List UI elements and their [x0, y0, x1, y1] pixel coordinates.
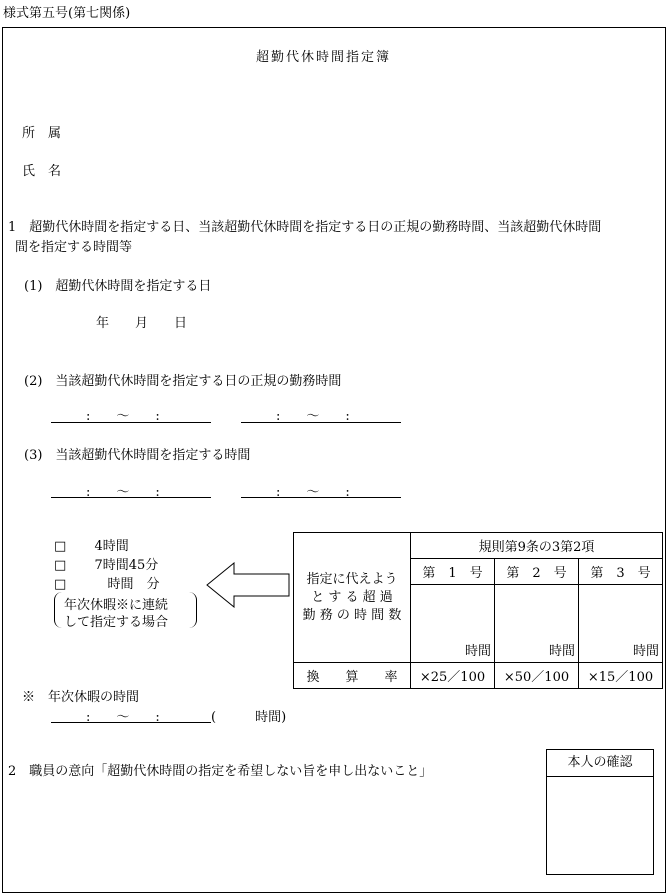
name-label: 氏 名: [22, 164, 62, 179]
bracket-note-line1: 年次休暇※に連続: [64, 598, 169, 613]
rate-3: ×15／100: [579, 663, 663, 689]
form-number: 様式第五号(第七関係): [3, 6, 131, 21]
confirmation-box[interactable]: [546, 749, 654, 875]
page-title: 超勤代休時間指定簿: [256, 50, 392, 65]
section2-text: 2 職員の意向「超勤代休時間の指定を希望しない旨を申し出ないこと」: [8, 764, 433, 779]
checkbox-label: 時間 分: [94, 577, 160, 592]
checkbox-icon[interactable]: □: [54, 558, 67, 573]
checkbox-label: 7時間45分: [94, 558, 159, 573]
work-time-start-range: : ～ :: [86, 409, 160, 424]
item2-label: (2) 当該超勤代休時間を指定する日の正規の勤務時間: [24, 374, 342, 389]
designated-time-end-range: : ～ :: [276, 485, 350, 500]
work-time-start-line: [51, 422, 211, 423]
confirmation-label: 本人の確認: [547, 750, 653, 777]
hours-cell-2[interactable]: [495, 585, 579, 663]
annual-leave-range: : ～ :: [86, 710, 160, 725]
designated-time-start-line: [51, 497, 211, 498]
section1-line1: 1 超勤代休時間を指定する日、当該超勤代休時間を指定する日の正規の勤務時間、当該超勤代休時間: [8, 220, 602, 235]
affiliation-label: 所 属: [22, 126, 62, 141]
section1-line2: 間を指定する時間等: [15, 240, 133, 255]
work-time-end-range: : ～ :: [276, 409, 350, 424]
left-arrow-icon: [206, 562, 290, 608]
hours-unit: 時間: [548, 644, 575, 659]
designated-time-start-range: : ～ :: [86, 485, 160, 500]
item3-label: (3) 当該超勤代休時間を指定する時間: [24, 448, 251, 463]
rate-2: ×50／100: [495, 663, 579, 689]
hours-unit: 時間: [632, 644, 659, 659]
header-line: 指定に代えよう: [306, 571, 398, 587]
regulation-header: 規則第9条の3第2項: [411, 533, 663, 559]
date-text: 年 月 日: [96, 316, 188, 331]
rate-label: 換 算 率: [294, 663, 411, 689]
checkbox-label: 4時間: [94, 539, 129, 554]
hours-unit: 時間: [464, 644, 491, 659]
work-time-end-line: [241, 422, 401, 423]
hours-cell-3[interactable]: [579, 585, 663, 663]
designated-time-end-line: [241, 497, 401, 498]
annual-leave-label: ※ 年次休暇の時間: [22, 690, 140, 705]
column-header-1: 第 1 号: [411, 559, 495, 585]
checkbox-4h[interactable]: [54, 535, 129, 554]
rate-1: ×25／100: [411, 663, 495, 689]
header-line: と す る 超 過: [311, 589, 393, 605]
checkbox-7h45m[interactable]: [54, 554, 158, 573]
checkbox-custom[interactable]: [54, 573, 159, 592]
annual-leave-hours: ( 時間): [211, 710, 287, 725]
checkbox-icon[interactable]: □: [54, 577, 67, 592]
hours-cell-1[interactable]: [411, 585, 495, 663]
overtime-hours-header: [294, 533, 411, 663]
header-line: 勤 務 の 時 間 数: [302, 607, 402, 623]
checkbox-icon[interactable]: □: [54, 539, 67, 554]
column-header-3: 第 3 号: [579, 559, 663, 585]
annual-leave-line: [51, 722, 211, 723]
column-header-2: 第 2 号: [495, 559, 579, 585]
bracket-note-line2: して指定する場合: [64, 615, 169, 630]
conversion-table: [293, 532, 663, 689]
item1-label: (1) 超勤代休時間を指定する日: [24, 279, 212, 294]
